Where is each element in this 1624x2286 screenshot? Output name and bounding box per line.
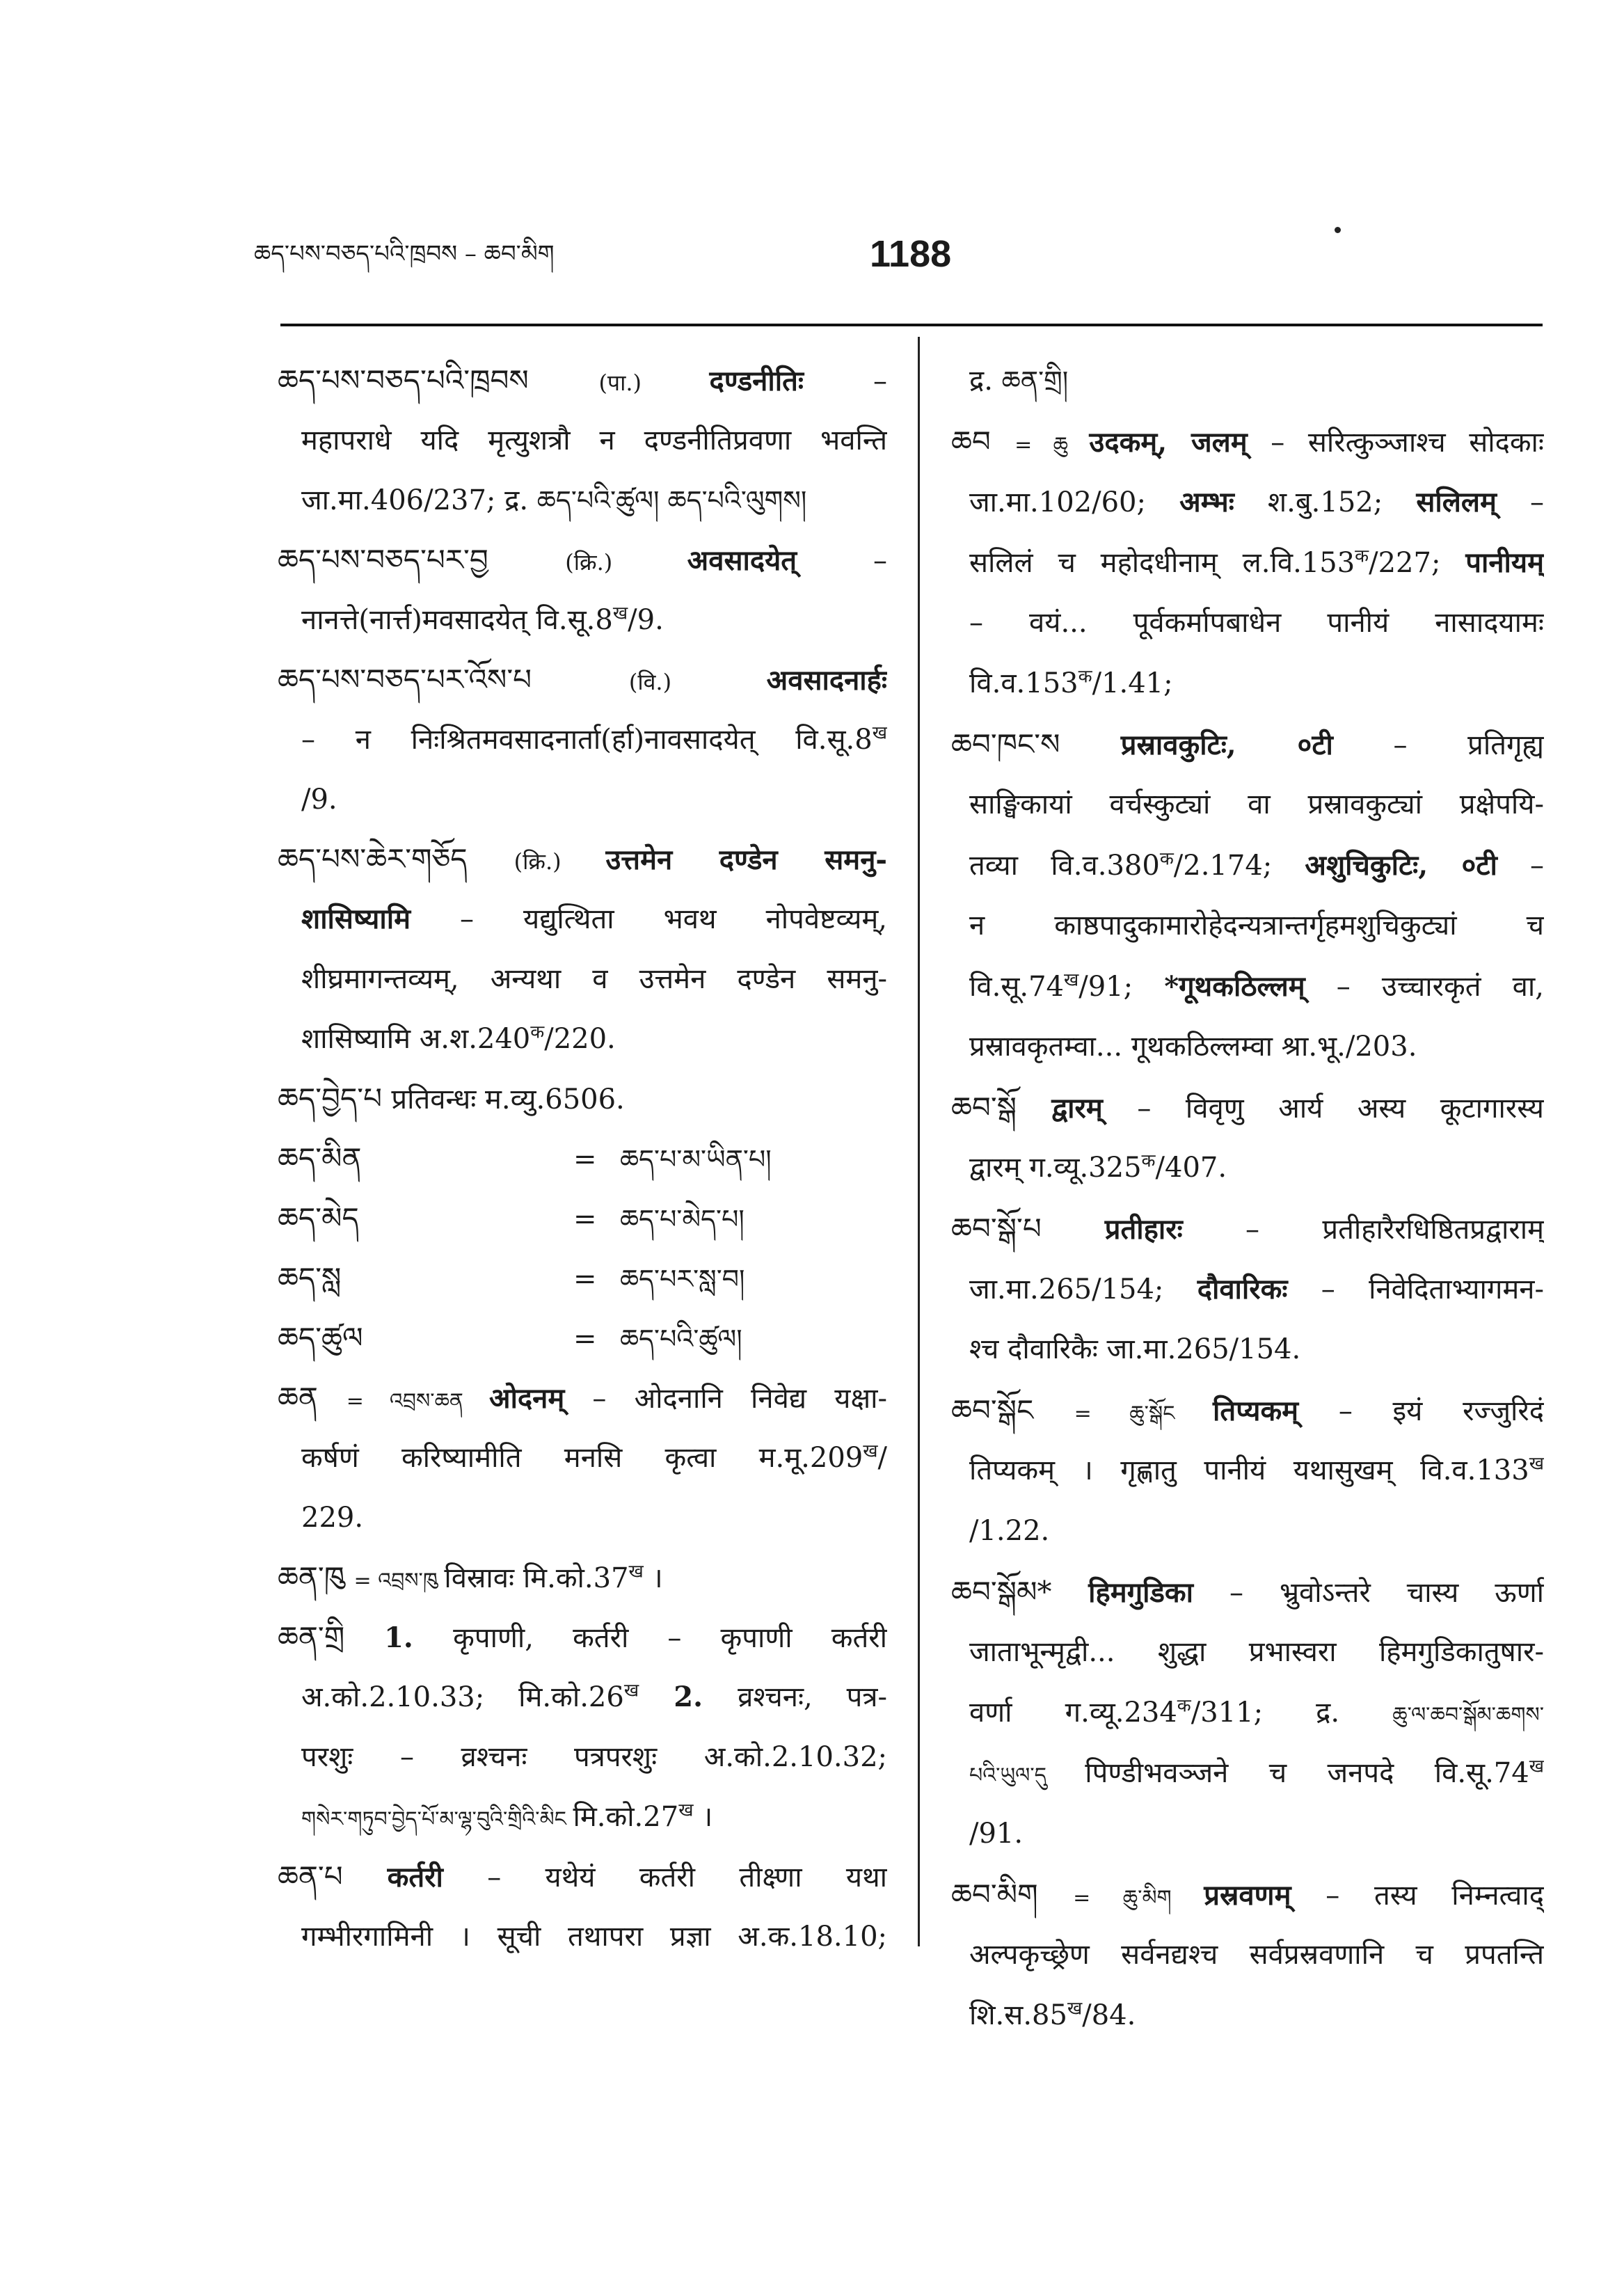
sanskrit-term: अवसादनार्हः [766,664,887,697]
headword: ཆན་པ [278,1859,388,1894]
entry-line [951,1319,1544,1380]
entry-line [278,411,887,470]
entry-line [951,1017,1544,1077]
entry-text: नानत्ते(नार्त्त)मवसादयेत् वि.सू.8 [301,604,613,636]
dictionary-entry [278,351,887,530]
entry-line [951,1804,1544,1864]
headword: ཆན [278,1381,347,1415]
headword: ཆད་མིན [278,1141,362,1175]
folio-side: क [1141,1150,1156,1172]
headword: ཆབ [951,424,1015,459]
folio-side: क [1078,666,1092,688]
entry-text: द्र. [969,365,1002,397]
entry-text: शासिष्यामि अ.श.240 [301,1023,531,1055]
headword: ཆབ་སྒོ་པ [951,1212,1105,1246]
sanskrit-term: ओदनम् [488,1382,565,1415]
entry-line [278,1129,887,1189]
entry-text: शि.स.85 [969,1999,1067,2031]
entry-text: – [1496,486,1544,518]
tibetan-text: ཆད་པར་སླ་བ། [620,1264,745,1294]
dictionary-entry [951,1198,1544,1380]
entry-line [951,1743,1544,1804]
entry-text: – यथेयं कर्तरी तीक्ष्णा यथा [443,1862,887,1894]
entry-text: वर्णा ग.व्यू.234 [969,1697,1177,1729]
entry-text: प्रस्रावकृतम्वा... गूथकठिल्लम्वा श्रा.भू./203. [969,1031,1417,1063]
entry-text: न काष्ठपादुकामारोहेदन्यत्रान्तर्गृहमशुचिकुट्यां च [969,910,1544,942]
entry-text: – विवृणु आर्य अस्य कूटागारस्य [1102,1093,1544,1125]
entry-line [278,1907,887,1967]
entry-text: अ.को.2.10.33; मि.को.26 [301,1681,624,1713]
entry-text: /91; [1078,971,1165,1003]
entry-text: – भ्रुवोऽन्तरे चास्य ऊर्णा [1193,1577,1544,1609]
entry-text: /9. [301,784,337,816]
tibetan-text: ཆད་པའི་ཚུལ། ཆད་པའི་ལུགས། [536,485,807,516]
folio-side: ख [612,603,628,624]
folio-side: ख [1529,1756,1544,1777]
entry-line [951,1683,1544,1743]
sanskrit-term: 2. [639,1681,738,1713]
entry-text: तव्या वि.व.380 [969,850,1160,882]
dictionary-entry [278,1847,887,1967]
headword: ཆན་ཁུ [278,1560,354,1594]
entry-line [278,1069,887,1129]
sanskrit-term: सलिलम् [1416,486,1497,518]
sanskrit-term: अम्भः [1179,486,1234,518]
entry-text: अल्पकृच्छ्रेण सर्वनद्यश्च सर्वप्रस्रवणानि च प्रपतन्ति [969,1939,1544,1971]
entry-line [278,1189,887,1248]
equals-sign: = [573,1143,597,1175]
tibetan-gloss: པའི་ཡུལ་དུ [969,1763,1085,1788]
entry-text: द्वारम् ग.व्यू.325 [969,1152,1142,1184]
folio-side: ख [1529,1453,1544,1475]
right-column [951,351,1544,2056]
entry-line [951,532,1544,593]
entry-text: /9. [628,604,664,636]
dictionary-entry [951,411,1544,714]
entry-text: परशुः – व्रश्चनः पत्रपरशुः अ.को.2.10.32; [301,1741,887,1773]
entry-line [278,1248,887,1308]
dictionary-entry [278,1248,887,1308]
tibetan-gloss: = ཆུ་མིག [1073,1886,1204,1910]
entry-line [278,1308,887,1368]
headword: ཆད་པས་བཅད་པར་བྱ [278,543,566,577]
entry-text: /311; द्र. [1191,1697,1393,1729]
entry-text: श.बु.152; [1234,486,1417,518]
grammar-label: (क्रि.) [565,549,687,576]
entry-line [278,1667,887,1727]
dictionary-entry [278,1069,887,1129]
entry-line [951,1864,1544,1925]
entry-text: वि.सू.74 [969,971,1064,1003]
entry-text: कर्षणं करिष्यामीति मनसि कृत्वा म.मू.209 [301,1442,863,1474]
headword: ཆད་བྱེད་པ [278,1081,392,1116]
dictionary-entry [278,1308,887,1368]
entry-line [278,590,887,650]
entry-line [951,1985,1544,2046]
header-rule [280,324,1543,326]
entry-line [951,835,1544,896]
sanskrit-term: 1. [384,1621,454,1654]
folio-side: ख [1067,1998,1083,2019]
entry-line [278,1847,887,1907]
entry-text: वि.व.153 [969,667,1078,699]
folio-side: ख [863,1440,878,1462]
folio-side: क [530,1022,545,1043]
entry-text: /84. [1082,1999,1136,2031]
entry-text: – इयं रज्जुरिदं [1298,1395,1544,1427]
sanskrit-term: प्रस्रवणम् [1204,1879,1291,1912]
tibetan-text: ཆད་པ་མེད་པ། [620,1204,745,1235]
sanskrit-term: दौवारिकः [1197,1273,1288,1305]
entry-line [278,710,887,770]
headword: ཆད་པས་ཆེར་གཅོད [278,842,514,876]
sanskrit-term: *गूथकठिल्लम् [1164,970,1305,1003]
entry-text: /91. [969,1818,1024,1850]
entry-line [951,1440,1544,1501]
entry-line [951,1077,1544,1138]
sanskrit-term: द्वारम् [1051,1092,1103,1125]
dictionary-entry [951,351,1544,411]
entry-line [278,650,887,710]
dictionary-entry [278,1129,887,1189]
tibetan-text: ཆད་པ་མ་ཡིན་པ། [620,1144,772,1175]
entry-text: – वयं... पूर्वकर्मापबाधेन पानीयं नासादयामः [969,607,1544,639]
entry-line [951,1622,1544,1683]
headword: ཆད་སླ [278,1261,342,1295]
sanskrit-term: उत्तमेन दण्डेन समनु- [605,843,887,876]
ink-speck [1335,227,1341,233]
entry-text: प्रतिवन्धः म.व्यु.6506. [391,1084,625,1116]
entry-text: गम्भीरगामिनी । सूची तथापरा प्रज्ञा अ.क.18.10; [301,1921,887,1953]
entry-text: सलिलं च महोदधीनाम् ल.वि.153 [969,547,1355,579]
page-number: 1188 [870,233,952,275]
entry-text: जा.मा.102/60; [969,486,1180,518]
folio-side: ख [623,1680,639,1701]
headword: ཆད་ཚུལ [278,1321,363,1355]
headword: ཆབ་ཁང་ས [951,727,1121,761]
dictionary-entry [278,530,887,650]
entry-line [951,653,1544,714]
grammar-label: (वि.) [628,669,767,695]
dictionary-entry [278,650,887,830]
folio-side: क [1159,848,1174,870]
entry-text: /1.41; [1092,667,1173,699]
dictionary-entry [951,714,1544,1077]
entry-text: विस्रावः मि.को.37 [444,1562,629,1594]
entry-text: 229. [301,1502,364,1534]
dictionary-entry [278,1608,887,1847]
entry-text: – यद्युत्थिता भवथ नोपवेष्टव्यम्, [411,903,887,935]
entry-line [278,1787,887,1847]
entry-line [951,1259,1544,1319]
dictionary-entry [278,1368,887,1548]
entry-line [278,889,887,949]
entry-line [278,1608,887,1667]
entry-line [278,949,887,1009]
sanskrit-term: तिप्यकम् [1213,1395,1299,1427]
entry-text: – सरित्कुञ्जाश्च सोदकाः [1247,427,1544,459]
tibetan-gloss: = འབྲས་ཆན [346,1389,489,1413]
entry-line [278,1548,887,1608]
entry-line [278,1428,887,1488]
grammar-label: (क्रि.) [514,848,606,875]
entry-text: /220. [544,1023,616,1055]
grammar-label: (पा.) [598,370,710,396]
entry-line [278,530,887,590]
entry-text: – [797,545,887,577]
entry-line [951,351,1544,411]
entry-line [278,1368,887,1428]
column-divider [918,337,920,1946]
entry-line [951,896,1544,956]
entry-line [951,956,1544,1017]
entry-text: । [643,1562,663,1594]
sanskrit-term: दण्डनीतिः [709,365,804,397]
sanskrit-term: कर्तरी [387,1861,443,1894]
sanskrit-term: अशुचिकुटिः, ०टी [1305,849,1497,882]
entry-line [951,1138,1544,1198]
tibetan-gloss: = འབྲས་ཁུ [353,1569,445,1593]
entry-line [278,470,887,530]
entry-line [951,411,1544,472]
dictionary-entry [951,1077,1544,1198]
dictionary-entry [278,1189,887,1248]
entry-text: /1.22. [969,1515,1050,1547]
entry-text: जा.मा.406/237; द्र. [301,484,537,516]
entry-text: साङ्घिकायां वर्चस्कुट्यां वा प्रस्रावकुट्यां प्रक्षेपयि- [969,788,1544,820]
entry-line [951,714,1544,775]
folio-side: क [1355,546,1369,567]
sanskrit-term: हिमगुडिका [1088,1576,1193,1609]
dictionary-entry [951,1380,1544,1562]
entry-text: महापराधे यदि मृत्युशत्रौ न दण्डनीतिप्रवणा भवन्ति [301,424,887,457]
headword: ཆན་གྲི [278,1620,385,1654]
entry-text: – प्रतीहारैरधिष्ठितप्रद्वाराम् [1182,1214,1544,1246]
left-column [278,351,887,1979]
folio-side: ख [628,1561,644,1582]
entry-line [278,770,887,830]
entry-text: /407. [1155,1152,1227,1184]
headword: ཆད་མེད [278,1201,359,1235]
sanskrit-term: पानीयम् [1465,546,1544,579]
entry-line [951,1925,1544,1985]
entry-text: /227; [1369,547,1466,579]
folio-side: क [1177,1695,1191,1717]
entry-text: – तस्य निम्नत्वाद् [1291,1880,1544,1912]
sanskrit-term: प्रस्रावकुटिः, ०टी [1120,729,1333,761]
entry-text: – प्रतिगृह्य [1332,729,1544,761]
entry-text: / [877,1442,887,1474]
entry-line [278,351,887,411]
tibetan-gloss: = ཆུ [1014,433,1090,457]
entry-text: मि.को.27 [573,1801,679,1833]
dictionary-entry [951,1562,1544,1864]
sanskrit-term: शासिष्यामि [301,903,411,935]
tibetan-gloss: ཆུ་ལ་ཆབ་སྒོམ་ཆགས་ [1392,1703,1544,1727]
entry-line [278,1488,887,1548]
headword: ཆབ་སྒོམ* [951,1575,1089,1609]
equals-sign: = [573,1263,597,1295]
folio-side: ख [678,1800,694,1821]
headword: ཆབ་སྒོང [951,1393,1074,1427]
equals-sign: = [573,1323,597,1355]
entry-text: जा.मा.265/154; [969,1273,1197,1305]
entry-line [951,472,1544,532]
entry-text: श्च दौवारिकैः जा.मा.265/154. [969,1333,1301,1365]
tibetan-text: ཆན་གྲི། [1001,365,1069,396]
headword: ཆད་པས་བཅད་པའི་ཁྲབས [278,363,599,397]
headword: ཆད་པས་བཅད་པར་འོས་པ [278,662,629,697]
entry-text: कृपाणी, कर्तरी [453,1622,629,1654]
entry-line [278,1009,887,1069]
entry-line [951,775,1544,835]
entry-line [951,1380,1544,1440]
dictionary-entry [278,830,887,1069]
entry-line [951,1198,1544,1259]
entry-text: शीघ्रमागन्तव्यम्, अन्यथा व उत्तमेन दण्डेन समनु- [301,963,887,995]
entry-text: तिप्यकम् । गृह्णातु पानीयं यथासुखम् वि.व.133 [969,1454,1529,1486]
sanskrit-term: प्रतीहारः [1104,1213,1183,1246]
entry-line [951,1501,1544,1562]
entry-text: – [803,365,887,397]
equals-sign: = [573,1203,597,1235]
dictionary-entry [278,1548,887,1608]
tibetan-gloss: = ཆུ་སྒོང [1074,1402,1213,1426]
headword: ཆབ་སྒོ [951,1090,1052,1125]
sanskrit-term: उदकम्, जलम् [1089,426,1248,459]
entry-text: – न निःश्रितमवसादनार्ता(र्हा)नावसादयेत् वि.सू.8 [301,724,873,756]
entry-text: – [1497,850,1544,882]
tibetan-gloss: གསེར་གཏུབ་བྱེད་པོ་མ་ལྷ་བུའི་གྲིའི་མིང [301,1807,573,1832]
folio-side: ख [1063,969,1079,991]
entry-text: – ओदनानि निवेद्य यक्षा- [564,1383,887,1415]
entry-text: – उच्चारकृतं वा, [1305,971,1544,1003]
entry-line [278,1727,887,1787]
entry-text: – निवेदिताभ्यागमन- [1287,1273,1544,1305]
entry-text: जाताभून्मृद्वी... शुद्धा प्रभास्वरा हिमगुडिकातुषार- [969,1636,1544,1668]
sanskrit-term: अवसादयेत् [687,544,797,577]
entry-text: पिण्डीभवञ्जने च जनपदे वि.सू.74 [1085,1757,1529,1789]
dictionary-entry [951,1864,1544,2046]
entry-text: व्रश्चनः, पत्र- [738,1681,887,1713]
entry-line [278,830,887,889]
running-head: ཆད་པས་བཅད་པའི་ཁྲབས – ཆབ་མིག [254,240,555,268]
tibetan-text: ཆད་པའི་ཚུལ། [620,1324,742,1354]
entry-line [951,593,1544,653]
entry-text: /2.174; [1173,850,1305,882]
folio-side: ख [872,722,887,744]
entry-text: – कृपाणी कर्तरी [628,1622,887,1654]
entry-line [951,1562,1544,1622]
headword: ཆབ་མིག [951,1878,1074,1912]
entry-text: । [693,1801,713,1833]
